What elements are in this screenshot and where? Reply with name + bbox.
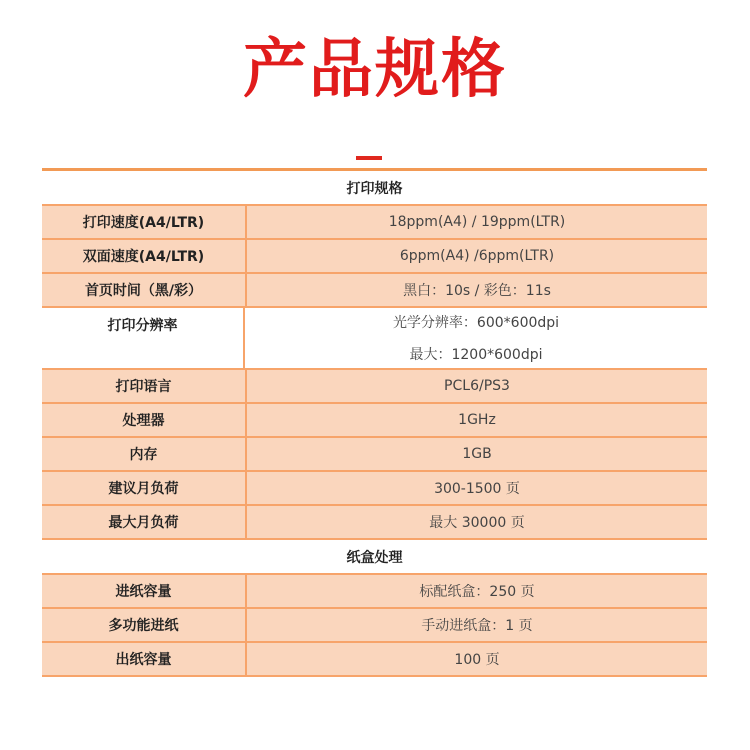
title-accent-bar [356, 156, 382, 160]
row-label: 首页时间（黑/彩） [42, 274, 247, 306]
value-text: 黑白：10s / 彩色：11s [403, 283, 551, 299]
value-text: 300-1500 页 [434, 481, 520, 497]
table-row [42, 240, 707, 274]
row-value [247, 643, 707, 675]
table-row [42, 609, 707, 643]
value-text: 6ppm(A4) /6ppm(LTR) [399, 248, 555, 264]
value-text: 18ppm(A4) / 19ppm(LTR) [388, 214, 566, 230]
table-row [42, 472, 707, 506]
table-row [42, 370, 707, 404]
row-label: 进纸容量 [42, 575, 247, 607]
value-text: 标配纸盒：250 页 [419, 584, 535, 600]
row-label: 打印速度(A4/LTR) [42, 206, 247, 238]
row-value [247, 370, 707, 402]
row-value [247, 438, 707, 470]
row-value [247, 274, 707, 306]
spec-table [42, 168, 707, 677]
value-text: 100 页 [454, 652, 500, 668]
row-value [245, 308, 707, 368]
row-value [247, 575, 707, 607]
table-row [42, 643, 707, 677]
value-text: PCL6/PS3 [444, 378, 510, 394]
page-title: 产品规格 [243, 33, 507, 107]
row-label: 打印分辨率 [42, 308, 245, 368]
row-value [247, 206, 707, 238]
row-label: 最大月负荷 [42, 506, 247, 538]
value-text: 1GHz [458, 412, 496, 428]
value-text: 1GB [462, 446, 492, 462]
row-label: 处理器 [42, 404, 247, 436]
row-label: 内存 [42, 438, 247, 470]
table-row [42, 506, 707, 540]
value-text: 最大：1200*600dpi [409, 347, 543, 363]
row-label: 出纸容量 [42, 643, 247, 675]
table-row [42, 404, 707, 438]
row-value [247, 609, 707, 641]
row-label: 建议月负荷 [42, 472, 247, 504]
table-row [42, 206, 707, 240]
value-text: 手动进纸盒：1 页 [421, 618, 533, 634]
row-value [247, 472, 707, 504]
row-label: 双面速度(A4/LTR) [42, 240, 247, 272]
value-text: 最大 30000 页 [429, 515, 525, 531]
row-value [247, 506, 707, 538]
value-text: 光学分辨率：600*600dpi [392, 315, 560, 331]
row-label: 多功能进纸 [42, 609, 247, 641]
table-row [42, 308, 707, 370]
row-value [247, 240, 707, 272]
table-row [42, 575, 707, 609]
table-row [42, 438, 707, 472]
table-row [42, 274, 707, 308]
row-label: 打印语言 [42, 370, 247, 402]
section-header-print-specs: 打印规格 [42, 171, 707, 206]
row-value [247, 404, 707, 436]
section-header-tray-handling: 纸盒处理 [42, 540, 707, 575]
